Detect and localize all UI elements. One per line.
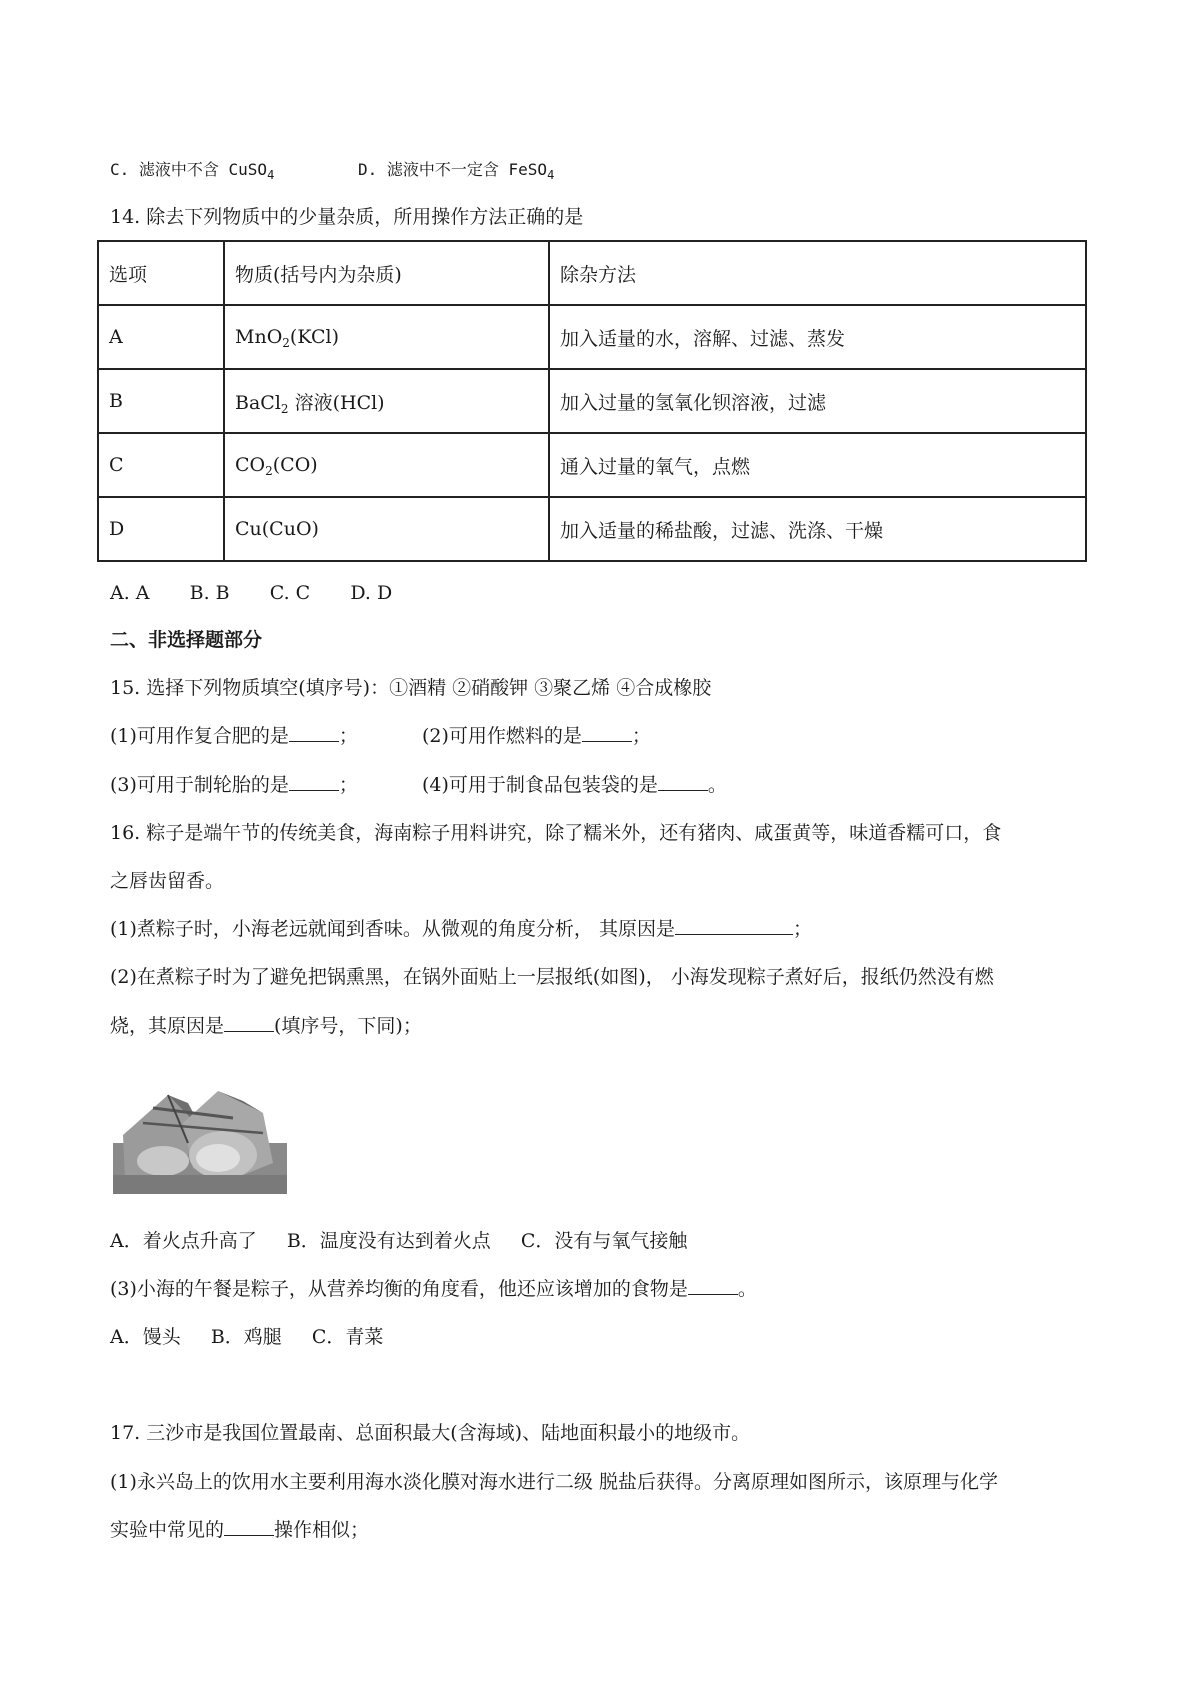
q15-line1: (1)可用作复合肥的是 ； xyxy=(110,725,358,747)
row-method: 加入适量的水，溶解、过滤、蒸发 xyxy=(549,305,1086,369)
q13-option-d: D. 滤液中不一定含 FeSO$_4$ xyxy=(358,160,555,182)
q15-line4: (4)可用于制食品包装袋的是 。 xyxy=(422,774,727,796)
q16-part2-options xyxy=(110,1228,687,1254)
q16-stem-line1: 16. 粽子是端午节的传统美食，海南粽子用料讲究，除了糯米外，还有猪肉、咸蛋黄等，味道香糯可口，食 xyxy=(110,822,1002,844)
row-substance: $CO_2(CO)$ xyxy=(224,433,549,497)
header-option: 选项 xyxy=(98,241,224,305)
row-method: 加入适量的稀盐酸，过滤、洗涤、干燥 xyxy=(549,497,1086,561)
answer-blank[interactable] xyxy=(289,772,339,791)
section-title: 二、非选择题部分 xyxy=(110,629,263,651)
table-header-row xyxy=(98,241,1086,305)
row-substance: BaCl$_2$ 溶液(HCl) xyxy=(224,369,549,433)
q14-table xyxy=(97,240,1087,562)
q17-part1-line1: (1)永兴岛上的饮用水主要利用海水淡化膜对海水进行二级 脱盐后获得。分离原理如图所示，该原理与化学 xyxy=(110,1471,998,1493)
answer-blank[interactable] xyxy=(582,723,632,742)
table-row xyxy=(98,369,1086,433)
answer-blank[interactable] xyxy=(688,1276,738,1295)
table-row xyxy=(98,497,1086,561)
row-substance: MnO$_2$(KCl) xyxy=(224,305,549,369)
q15-stem: 15. 选择下列物质填空(填序号)：①酒精 ②硝酸钾 ③聚乙烯 ④合成橡胶 xyxy=(110,677,712,699)
q16-stem-line2: 之唇齿留香。 xyxy=(110,870,225,892)
option-a: A．着火点升高了 xyxy=(110,1230,257,1252)
answer-blank[interactable] xyxy=(289,723,339,742)
table-row xyxy=(98,305,1086,369)
row-method: 通入过量的氧气，点燃 xyxy=(549,433,1086,497)
q14-answer-options xyxy=(110,580,392,606)
option-b: B．鸡腿 xyxy=(210,1326,282,1348)
q13-option-c: C. 滤液中不含 CuSO$_4$ xyxy=(110,160,275,182)
row-method: 加入过量的氢氧化钡溶液，过滤 xyxy=(549,369,1086,433)
table-row xyxy=(98,433,1086,497)
q16-part2-line2: 烧，其原因是 (填序号，下同)； xyxy=(110,1015,422,1037)
q16-part2-line1: (2)在煮粽子时为了避免把锅熏黑，在锅外面贴上一层报纸(如图)， 小海发现粽子煮好后，报纸仍然没有燃 xyxy=(110,966,994,988)
option-c: C．没有与氧气接触 xyxy=(520,1230,688,1252)
answer-blank[interactable] xyxy=(224,1013,274,1032)
q17-part1-line2: 实验中常见的 操作相似； xyxy=(110,1519,370,1541)
option-b: B．温度没有达到着火点 xyxy=(286,1230,491,1252)
option-c: C．青菜 xyxy=(311,1326,384,1348)
q16-part3: (3)小海的午餐是粽子，从营养均衡的角度看，他还应该增加的食物是 。 xyxy=(110,1278,757,1300)
row-option: D xyxy=(98,497,224,561)
q15-line3: (3)可用于制轮胎的是 ； xyxy=(110,774,358,796)
row-option: B xyxy=(98,369,224,433)
row-substance: Cu(CuO) xyxy=(224,497,549,561)
zongzi-photo xyxy=(113,1083,287,1194)
answer-blank[interactable] xyxy=(675,916,793,935)
answer-d: D. D xyxy=(350,582,393,604)
answer-a: A. A xyxy=(110,582,150,604)
q14-stem: 14. 除去下列物质中的少量杂质，所用操作方法正确的是 xyxy=(110,206,584,228)
row-option: A xyxy=(98,305,224,369)
q15-line2: (2)可用作燃料的是 ； xyxy=(422,725,651,747)
answer-blank[interactable] xyxy=(224,1517,274,1536)
header-substance: 物质(括号内为杂质) xyxy=(224,241,549,305)
answer-blank[interactable] xyxy=(658,772,708,791)
row-option: C xyxy=(98,433,224,497)
option-a: A．馒头 xyxy=(110,1326,181,1348)
answer-b: B. B xyxy=(189,582,230,604)
header-method: 除杂方法 xyxy=(549,241,1086,305)
answer-c: C. C xyxy=(269,582,311,604)
q16-part1: (1)煮粽子时，小海老远就闻到香味。从微观的角度分析， 其原因是 ； xyxy=(110,918,812,940)
q17-stem: 17. 三沙市是我国位置最南、总面积最大(含海域)、陆地面积最小的地级市。 xyxy=(110,1422,751,1444)
q16-part3-options xyxy=(110,1324,383,1350)
